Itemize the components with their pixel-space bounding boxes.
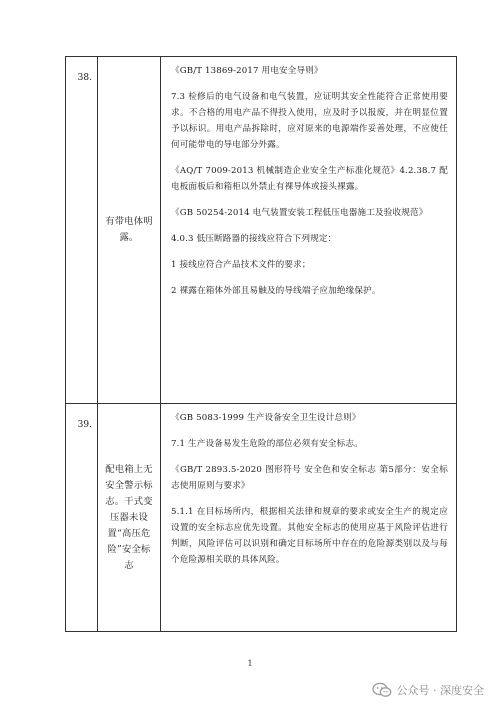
hazard-category [98,404,161,632]
standard-title: 《GB 5083-1999 生产设备安全卫生设计总则》 [171,413,361,423]
watermark-text: 公众号 · 深度安全 [396,684,484,697]
row-number: 38. [66,57,98,404]
table-row [66,57,457,404]
regulation-table [65,56,457,632]
wechat-official-account-icon [372,682,392,698]
clause-item: 1 接线应符合产品技术文件的要求； [171,260,311,270]
table-row [66,404,457,632]
regulation-content [161,404,457,632]
hazard-category [98,57,161,404]
hazard-category-text: 配电箱上无安全警示标志。干式变压器未设置“高压危险”安全标志 [105,463,153,571]
clause-text: 5.1.1 在目标场所内，根据相关法律和规章的要求或安全生产的规定应设置的安全标志应优先设置。其他安全标志的使用应基于风险评估进行判断，风险评估可以识别和确定目标场所中存在的危险源类别以及与每个危险源相关联的具体风险。 [171,507,448,565]
page-number: 1 [247,659,253,668]
standard-title: 《GB/T 2893.5-2020 图形符号 安全色和安全标志 第5部分：安全标志使用原则与要求》 [171,465,448,491]
clause-text: 《AQ/T 7009-2013 机械制造企业安全生产标准化规范》4.2.38.7 配电板面板后和箱柜以外禁止有裸导体或接头裸露。 [171,166,448,192]
standard-title: 《GB 50254-2014 电气装置安装工程低压电器施工及验收规范》 [171,208,428,218]
clause-text: 7.3 检修后的电气设备和电气装置，应证明其安全性能符合正常使用要求。不合格的用电产品不得投入使用，应及时予以报废，并在明显位置予以标识。用电产品拆除时，应对原来的电源端作妥善处理，不应使任何可能带电的导电部分外露。 [171,92,448,150]
clause-text: 7.1 生产设备易发生危险的部位必须有安全标志。 [171,439,363,449]
row-number: 39. [66,404,98,632]
clause-item: 2 裸露在箱体外部且易触及的导线端子应加绝缘保护。 [171,286,381,296]
regulation-content [161,57,457,404]
standard-title: 《GB/T 13869-2017 用电安全导则》 [171,66,323,76]
hazard-category-text: 有带电体明露。 [105,216,153,243]
clause-text: 4.0.3 低压断路器的接线应符合下列规定： [171,234,337,244]
watermark [372,681,485,699]
